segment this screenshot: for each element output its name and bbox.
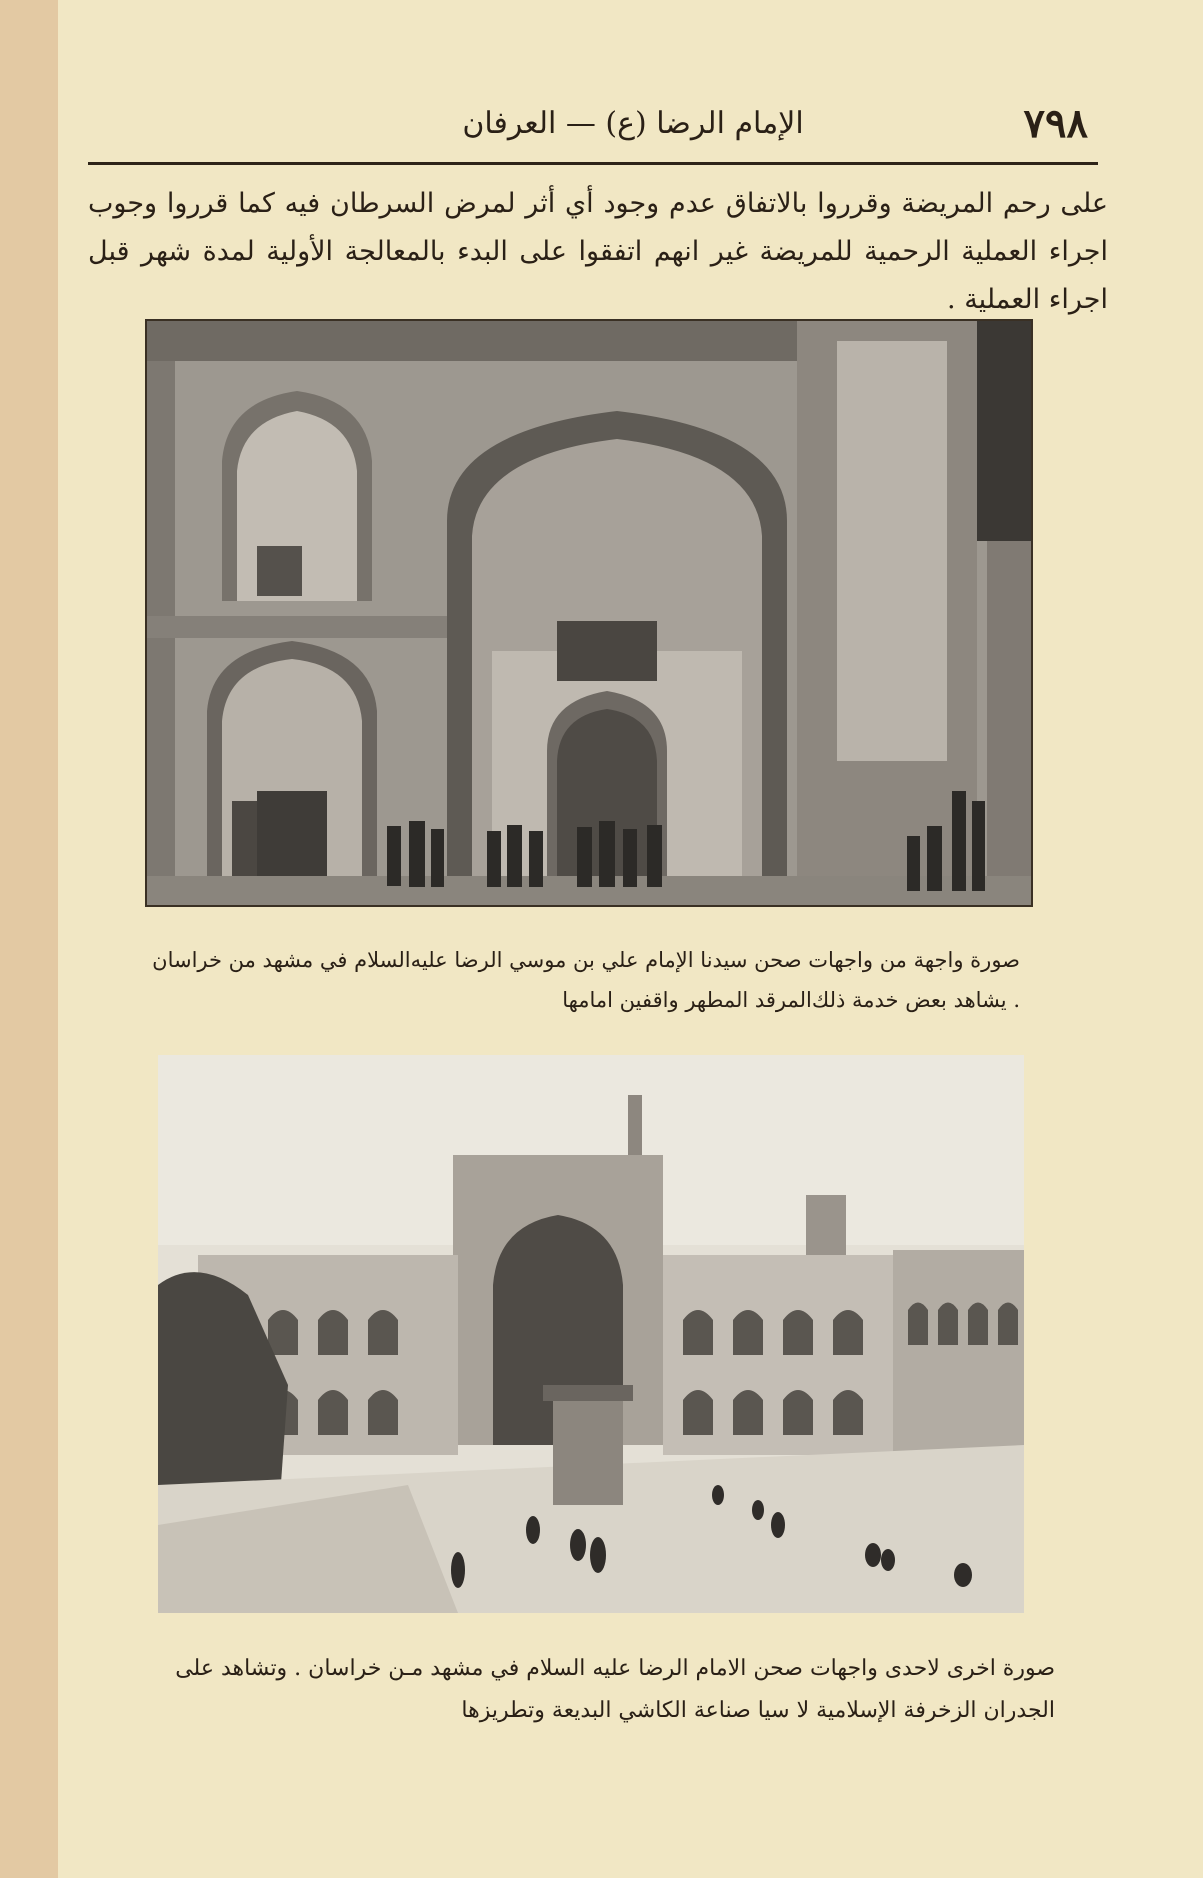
figure-caption-1: صورة واجهة من واجهات صحن سيدنا الإمام علي بن موسي الرضا عليه‌السلام في مشهد من خراسان . يشاهد بعض خدمة ذلك‌المرقد المطهر واقفين امامها — [152, 948, 1020, 1012]
header-rule — [88, 162, 1098, 165]
running-title: الإمام الرضا (ع) — العرفان — [462, 106, 804, 141]
page-header — [88, 100, 1098, 164]
shrine-courtyard-photo — [158, 1055, 1024, 1613]
body-paragraph: على رحم المريضة وقرروا بالاتفاق عدم وجود أي أثر لمرض السرطان فيه كما قرروا وجوب اجراء العملية الرحمية للمريضة غير انهم اتفقوا على البدء بالمعالجة الأولية لمدة شهر قبل اجراء العملية . — [88, 188, 1108, 315]
figure-caption-2: صورة اخرى لاحدى واجهات صحن الامام الرضا عليه السلام في مشهد مـن خراسان . وتشاهد على الجدران الزخرفة الإسلامية لا سيا صناعة الكاشي البديعة وتطريزها — [175, 1656, 1055, 1723]
page-number: ٧٩٨ — [1023, 100, 1088, 147]
shrine-facade-photo — [145, 319, 1033, 907]
